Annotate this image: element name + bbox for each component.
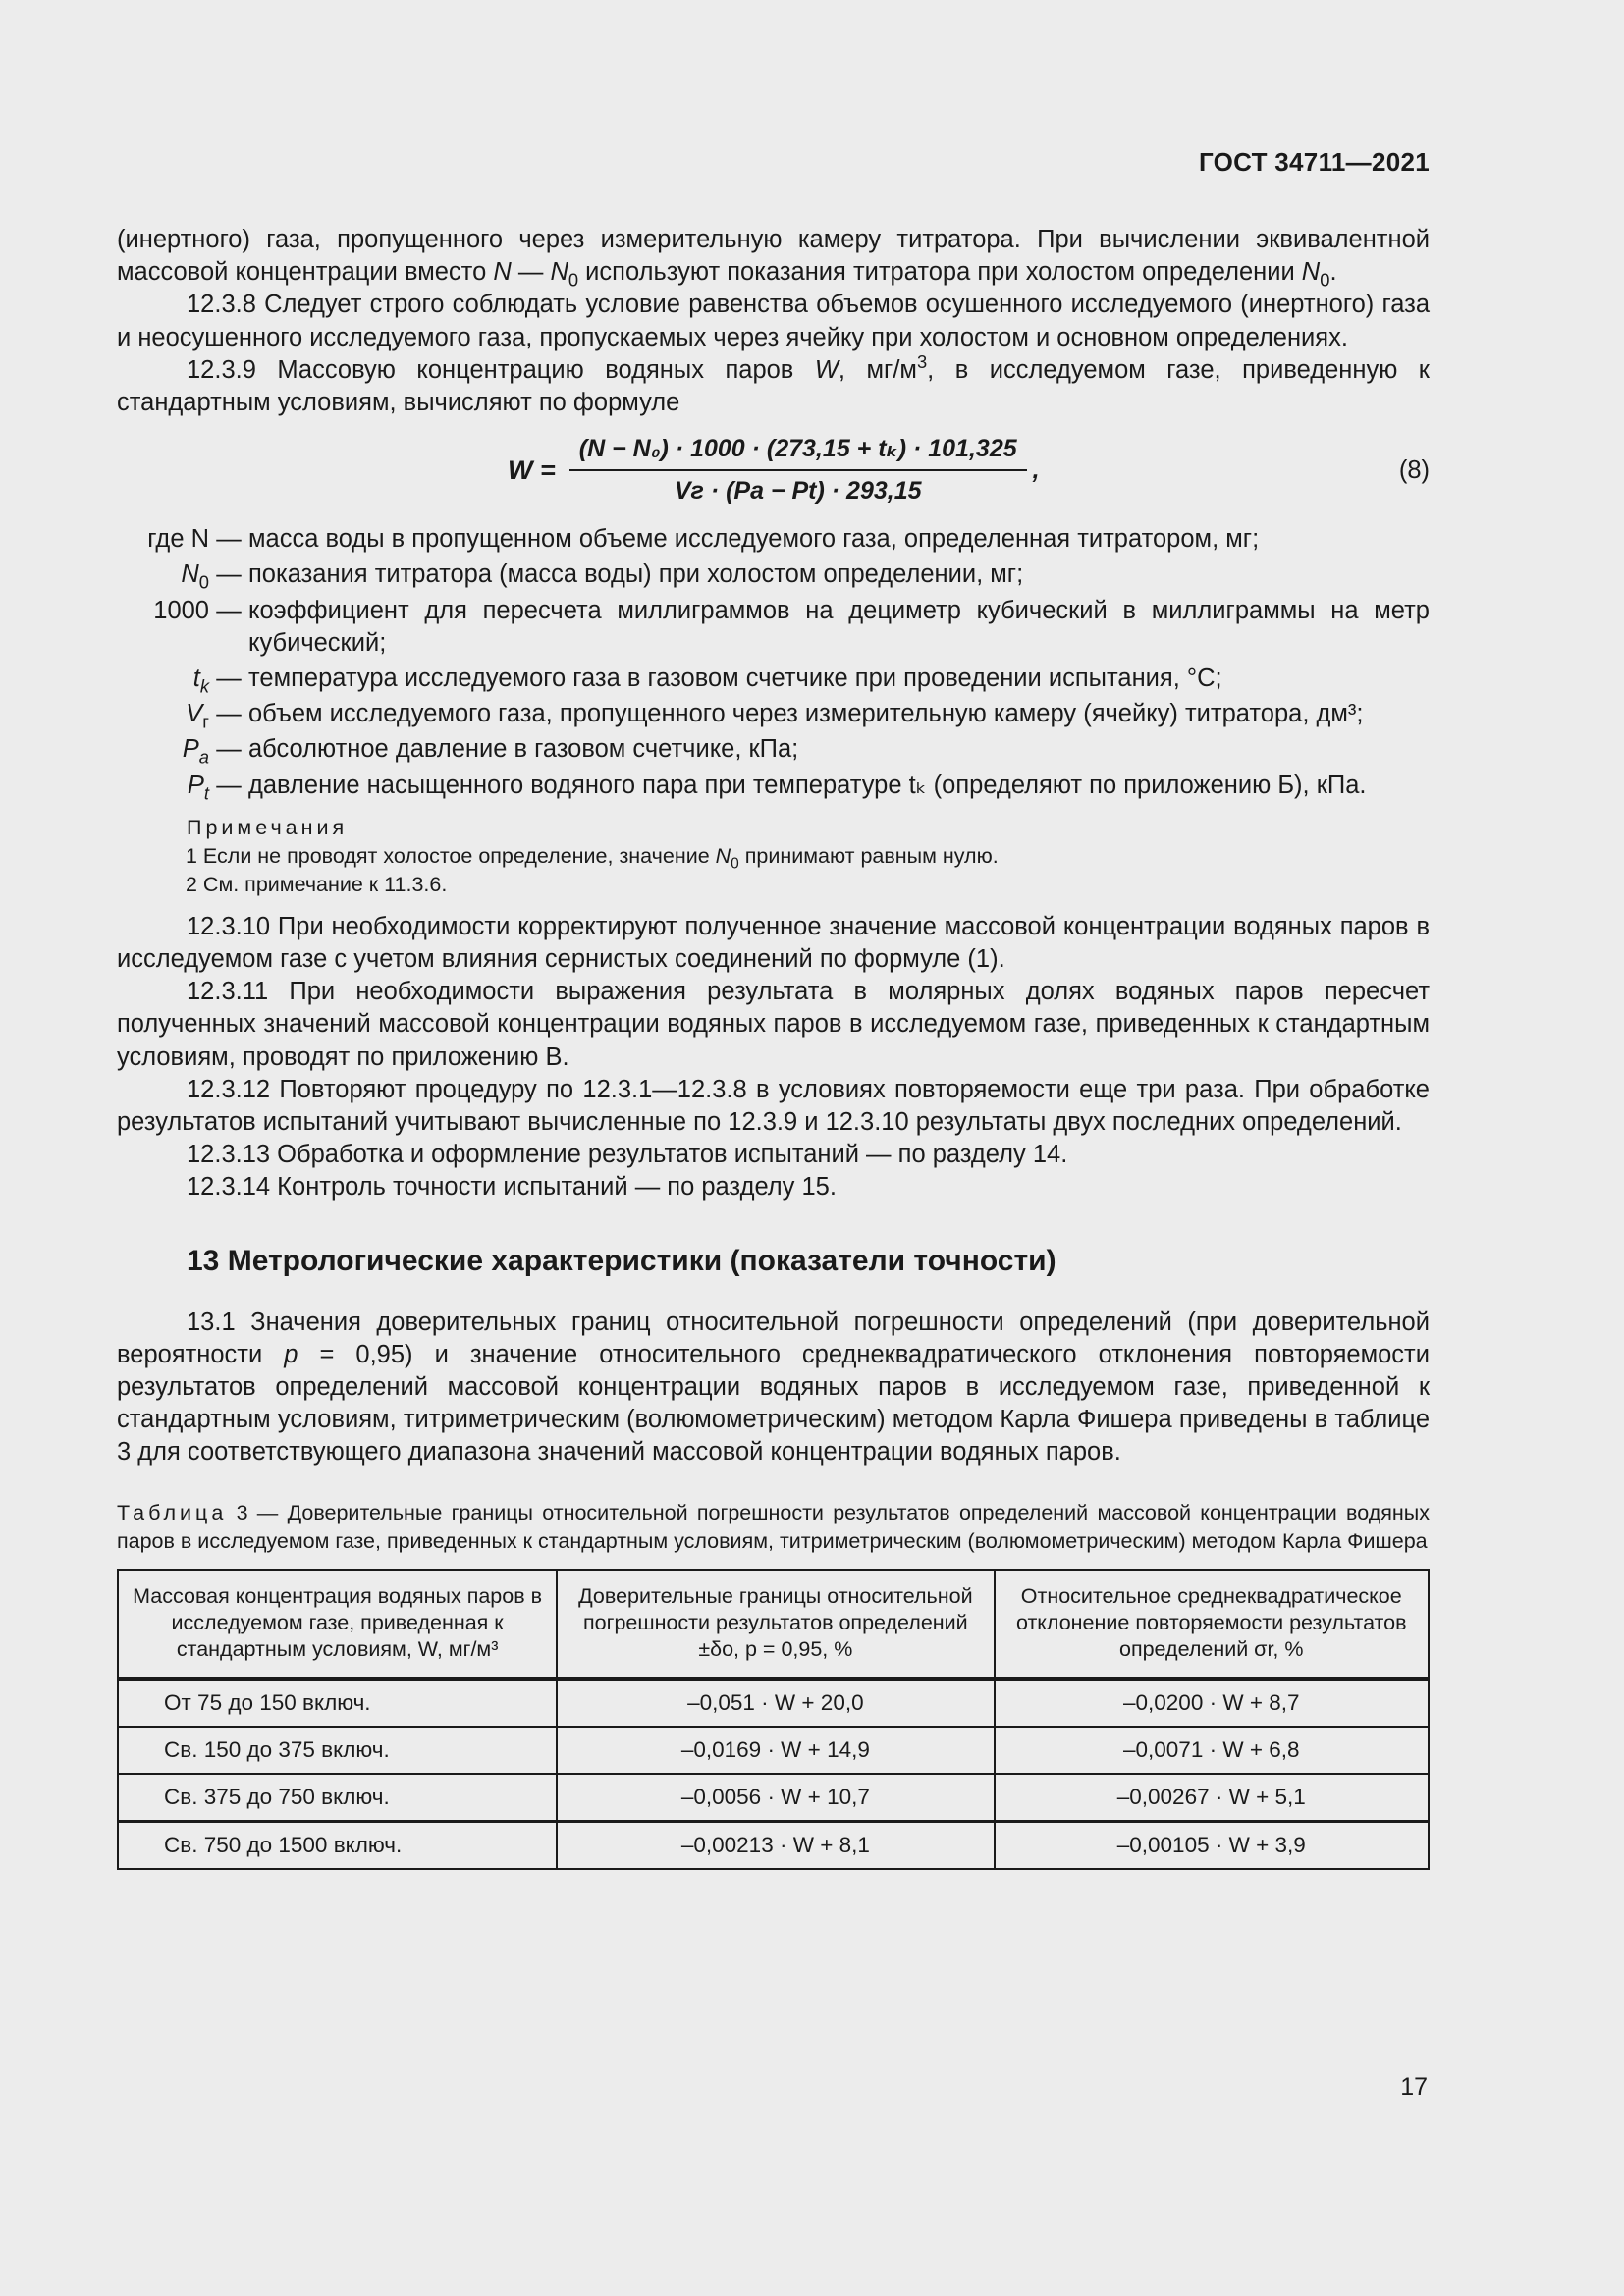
variable-description: масса воды в пропущенном объеме исследуемого газа, определенная титратором, мг; <box>248 525 1260 554</box>
table-cell: –0,00105 · W + 3,9 <box>995 1821 1430 1869</box>
paragraph-12-3-14: 12.3.14 Контроль точности испытаний — по разделу 15. <box>187 1173 837 1201</box>
notes-title: Примечания <box>187 815 349 839</box>
subscript: 0 <box>731 855 739 873</box>
symbol-letter: N <box>181 561 199 589</box>
paragraph-12-3-12: 12.3.12 Повторяют процедуру по 12.3.1—12.3.8 в условиях повторяемости еще три раза. При обработке результатов испытаний учитывают вычисленные по 12.3.9 и 12.3.10 результаты двух последних определений. <box>117 1075 1430 1137</box>
table-header-cell: Массовая концентрация водяных паров в исследуемом газе, приведенная к стандартным условиям, W, мг/м³ <box>118 1570 557 1679</box>
variable-definitions <box>117 523 1430 802</box>
table-caption-word: Таблица <box>117 1500 228 1524</box>
symbol-subscript: г <box>202 711 209 732</box>
formula-expression <box>508 433 1040 507</box>
symbol-subscript: t <box>203 782 209 804</box>
text-run: = 0,95) и значение относительного среднеквадратического отклонения повторяемости результатов определений массовой концентрации водяных паров в исследуемом газе, приведенной к стандартным условиям, титриметрическим (волюмометрическим) методом Карла Фишера приведены в таблице 3 для соответствующего диапазона значений массовой концентрации водяных паров. <box>117 1340 1430 1467</box>
table-3 <box>117 1569 1430 1870</box>
text-run: 1 Если не проводят холостое определение, значение <box>186 843 716 868</box>
page-content <box>117 224 1430 1870</box>
note-2: 2 См. примечание к 11.3.6. <box>186 872 448 896</box>
variable-definition <box>117 770 1430 802</box>
text-run: , мг/м <box>838 355 917 384</box>
table-cell: –0,0071 · W + 6,8 <box>995 1727 1430 1774</box>
em-dash: — <box>216 735 242 764</box>
symbol-n: N <box>1301 258 1321 287</box>
table-row <box>118 1774 1429 1822</box>
variable-symbol <box>117 523 209 556</box>
variable-description: коэффициент для пересчета миллиграммов на дециметр кубический в миллиграммы на метр кубический; <box>248 596 1430 657</box>
variable-symbol <box>117 733 209 766</box>
formula-comma: , <box>1032 455 1040 484</box>
text-run: 12.3.9 Массовую концентрацию водяных паров <box>187 355 815 384</box>
em-dash: — <box>216 665 242 693</box>
table-cell: Св. 750 до 1500 включ. <box>118 1821 557 1869</box>
paragraph-13-1 <box>117 1307 1430 1469</box>
em-dash: — <box>216 596 242 624</box>
table-cell: –0,00213 · W + 8,1 <box>557 1821 994 1869</box>
table-header-cell: Доверительные границы относительной погрешности результатов определений ±δо, р = 0,95, % <box>557 1570 994 1679</box>
variable-definition <box>117 595 1430 660</box>
text-run: — <box>511 258 551 287</box>
table-header-row <box>118 1570 1429 1679</box>
text-run: . <box>1329 258 1337 287</box>
document-id-header: ГОСТ 34711—2021 <box>1198 147 1430 177</box>
variable-symbol <box>117 698 209 730</box>
table-caption <box>117 1499 1430 1556</box>
symbol-subscript: 0 <box>198 571 209 593</box>
table-cell: От 75 до 150 включ. <box>118 1679 557 1727</box>
notes-block <box>117 814 1430 899</box>
table-cell: –0,0200 · W + 8,7 <box>995 1679 1430 1727</box>
variable-description: абсолютное давление в газовом счетчике, кПа; <box>248 735 799 764</box>
symbol-n: N <box>715 843 731 868</box>
em-dash: — <box>216 771 242 799</box>
em-dash: — <box>216 525 242 554</box>
symbol-subscript: a <box>198 746 209 768</box>
table-cell: –0,0056 · W + 10,7 <box>557 1774 994 1822</box>
table-cell: –0,051 · W + 20,0 <box>557 1679 994 1727</box>
symbol-letter: V <box>186 700 203 728</box>
variable-definition <box>117 733 1430 766</box>
formula-number: (8) <box>1398 456 1430 485</box>
em-dash: — <box>216 700 242 728</box>
section-13-heading: 13 Метрологические характеристики (показатели точности) <box>187 1244 1056 1277</box>
formula-denominator: Vг · (Pa − Pt) · 293,15 <box>674 477 922 506</box>
paragraph-12-3-9 <box>117 350 1430 419</box>
table-cell: –0,00267 · W + 5,1 <box>995 1774 1430 1822</box>
table-cell: Св. 150 до 375 включ. <box>118 1727 557 1774</box>
formula-fraction <box>569 433 1027 507</box>
symbol-n: N <box>550 258 568 287</box>
table-row <box>118 1727 1429 1774</box>
symbol-letter: t <box>192 665 200 693</box>
symbol-letter: где N <box>147 525 209 554</box>
table-row <box>118 1679 1429 1727</box>
page-number: 17 <box>1400 2073 1428 2101</box>
variable-definition <box>117 698 1430 730</box>
variable-symbol <box>117 770 209 802</box>
symbol-p: р <box>284 1340 298 1368</box>
symbol-letter: 1000 <box>153 596 209 624</box>
variable-definition <box>117 559 1430 591</box>
table-cell: –0,0169 · W + 14,9 <box>557 1727 994 1774</box>
em-dash: — <box>216 561 242 589</box>
variable-symbol <box>117 595 209 660</box>
variable-description: температура исследуемого газа в газовом счетчике при проведении испытания, °С; <box>248 665 1222 693</box>
text-run: , в исследуемом газе, приведенную к стандартным условиям, вычисляют по формуле <box>117 355 1430 417</box>
variable-description: объем исследуемого газа, пропущенного через измерительную камеру (ячейку) титратора, дм³; <box>248 700 1364 728</box>
table-cell: Св. 375 до 750 включ. <box>118 1774 557 1822</box>
subscript: 0 <box>568 269 579 291</box>
text-run: (инертного) газа, пропущенного через измерительную камеру титратора. При вычислении эквивалентной массовой концентрации вместо <box>117 226 1430 287</box>
variable-definition <box>117 663 1430 695</box>
formula-8 <box>117 429 1430 511</box>
variable-symbol <box>117 559 209 591</box>
variable-description: показания титратора (масса воды) при холостом определении, мг; <box>248 561 1024 589</box>
formula-lhs: W = <box>508 454 556 485</box>
paragraph-12-3-10: 12.3.10 При необходимости корректируют полученное значение массовой концентрации водяных паров в исследуемом газе с учетом влияния сернистых соединений по формуле (1). <box>117 912 1430 974</box>
table-caption-text: 3 — Доверительные границы относительной погрешности результатов определений массовой концентрации водяных паров в исследуемом газе, приведенных к стандартным условиям, титриметрическим (волюмометрическим) методом Карла Фишера <box>117 1500 1430 1553</box>
paragraph-12-3-11: 12.3.11 При необходимости выражения результата в молярных долях водяных паров пересчет полученных значений массовой концентрации водяных паров в исследуемом газе, приведенных к стандартным условиям, проводят по приложению В. <box>117 978 1430 1071</box>
symbol-letter: P <box>182 735 199 764</box>
formula-numerator: (N − N₀) · 1000 · (273,15 + tₖ) · 101,325 <box>569 433 1027 471</box>
paragraph-12-3-8: 12.3.8 Следует строго соблюдать условие равенства объемов осушенного исследуемого (инертного) газа и неосушенного исследуемого газа, пропускаемых через ячейку при холостом и основном определениях. <box>117 291 1430 351</box>
superscript: 3 <box>916 350 928 372</box>
paragraph-continuation <box>117 224 1430 289</box>
variable-symbol <box>117 663 209 695</box>
variable-definition <box>117 523 1430 556</box>
symbol-w: W <box>814 355 839 384</box>
variable-description: давление насыщенного водяного пара при температуре tₖ (определяют по приложению Б), кПа. <box>248 771 1367 799</box>
text-run: 13.1 Значения доверительных границ относительной погрешности определений (при доверительной вероятности <box>117 1308 1430 1368</box>
subscript: 0 <box>1320 269 1330 291</box>
text-run: используют показания титратора при холостом определении <box>578 258 1302 287</box>
paragraph-12-3-13: 12.3.13 Обработка и оформление результатов испытаний — по разделу 14. <box>187 1141 1068 1169</box>
symbol-n: N <box>493 258 512 287</box>
table-row <box>118 1821 1429 1869</box>
symbol-subscript: k <box>199 675 209 697</box>
table-header-cell: Относительное среднеквадратическое отклонение повторяемости результатов определений σr, % <box>995 1570 1430 1679</box>
note-1 <box>186 842 1430 871</box>
symbol-letter: P <box>187 771 204 799</box>
text-run: принимают равным нулю. <box>738 843 999 868</box>
